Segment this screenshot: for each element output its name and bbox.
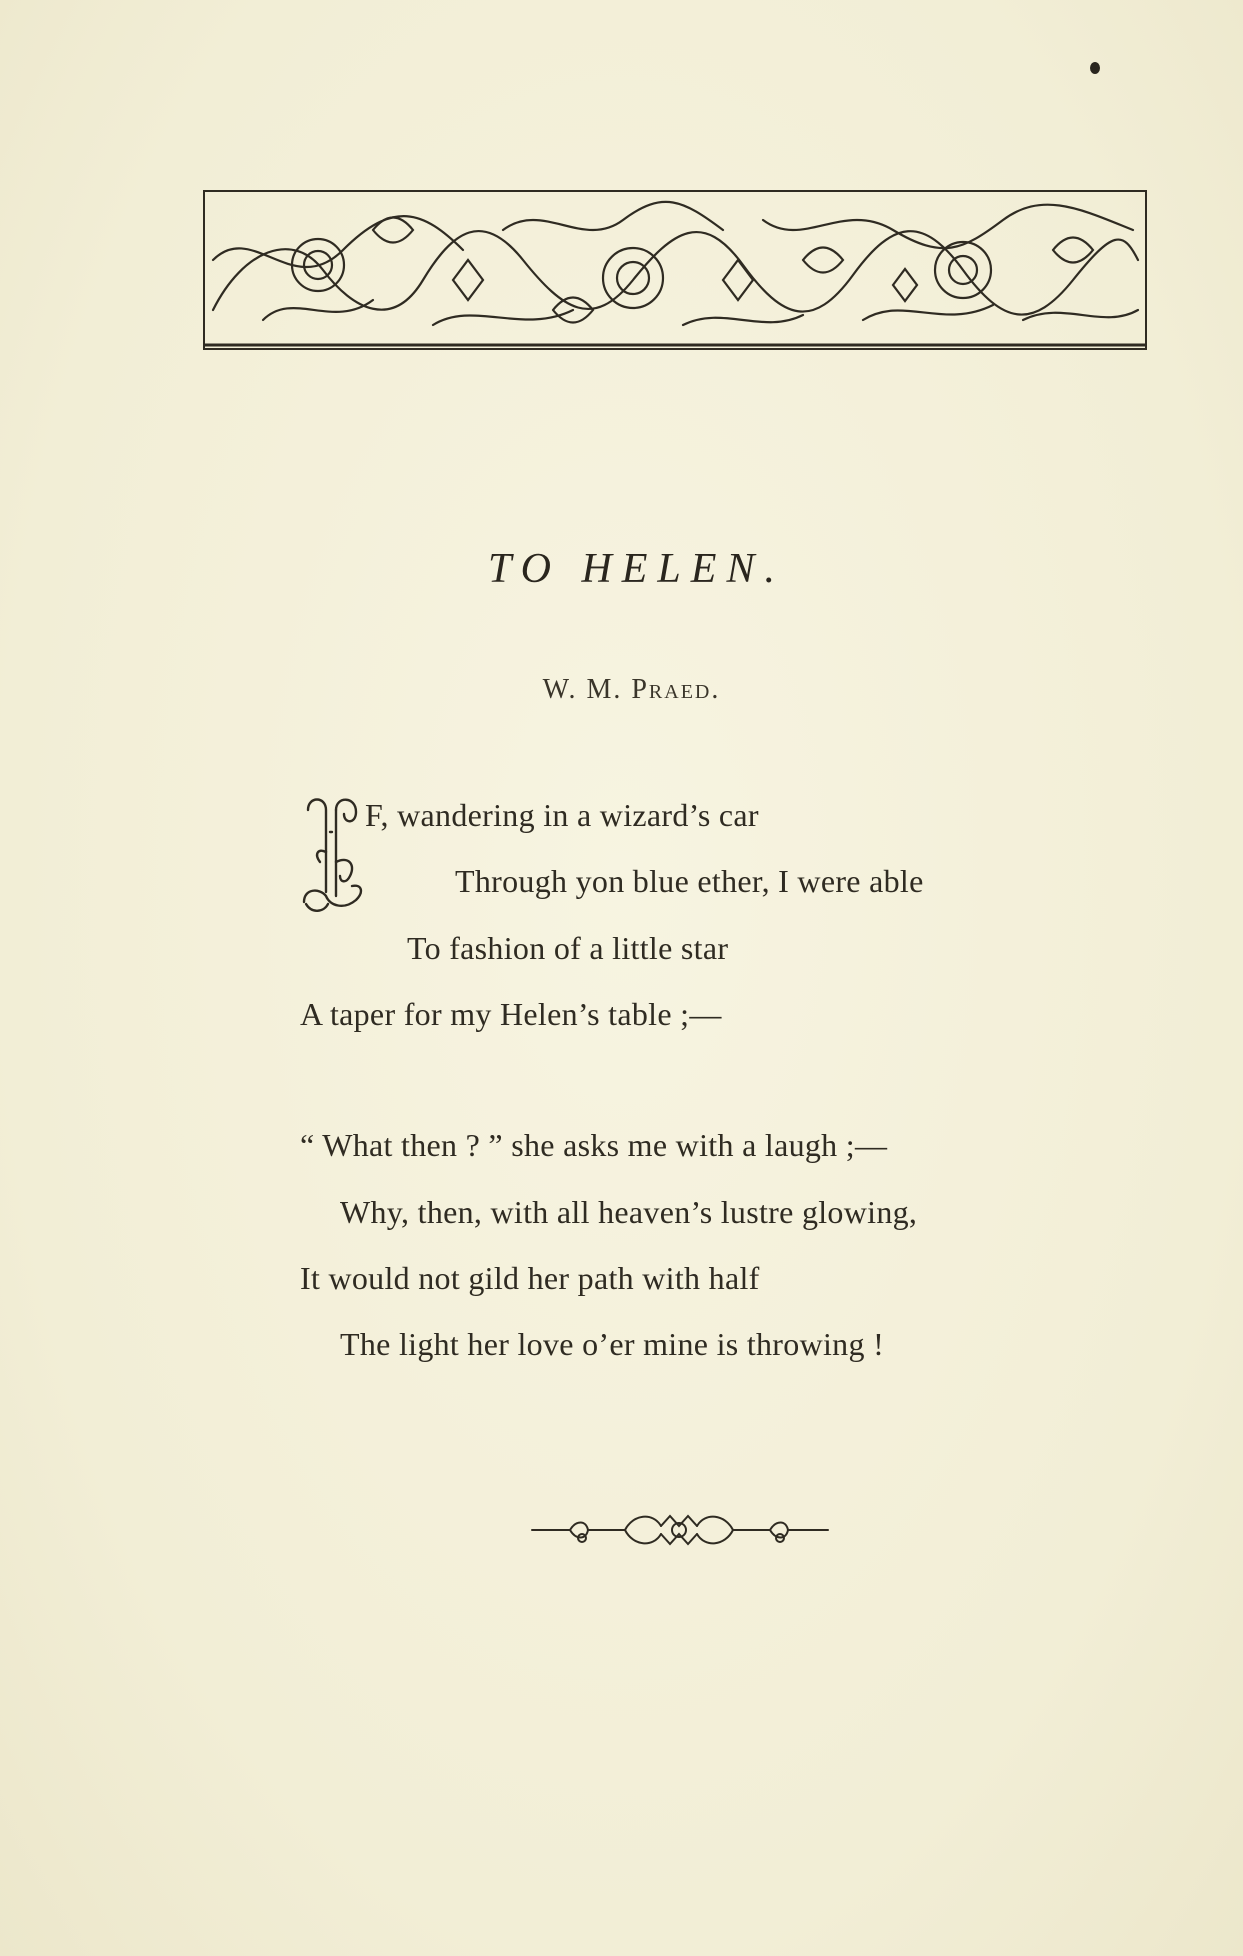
stanza1-line3: To fashion of a little star [407,930,729,966]
stanza1-line1: F, wandering in a wizard’s car [365,797,759,833]
stanza2-line1: “ What then ? ” she asks me with a laugh ;— [300,1127,888,1163]
stanza2-line2: Why, then, with all heaven’s lustre glowing, [340,1194,918,1230]
stanza2-line4: The light her love o’er mine is throwing ! [340,1326,885,1362]
headband-ornament [203,190,1147,350]
tailpiece-ornament [530,1500,830,1560]
stanza1-line4: A taper for my Helen’s table ;— [300,996,722,1032]
ink-speck [1090,62,1100,74]
stanza1-line2: Through yon blue ether, I were able [455,863,924,899]
poem-author: W. M. Praed. [542,674,721,705]
stanza2-line3: It would not gild her path with half [300,1260,760,1296]
drop-cap-ornament [300,792,370,916]
poem-title: TO HELEN. [488,546,785,592]
